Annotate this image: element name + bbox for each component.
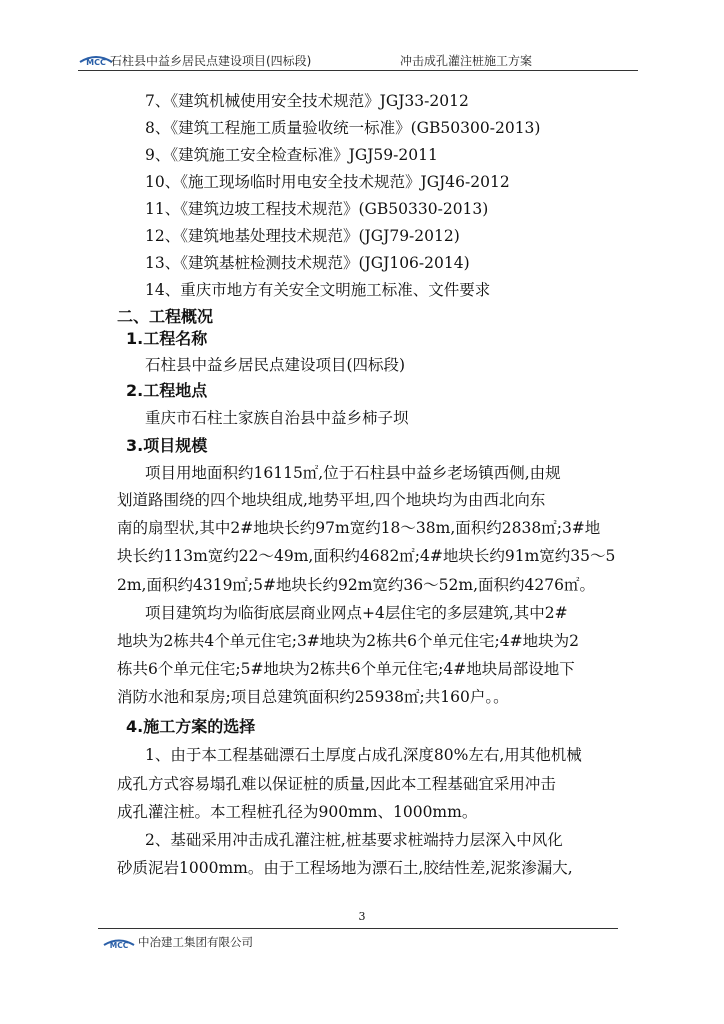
list-item: 12、《建筑地基处理技术规范》(JGJ79-2012) [145, 227, 460, 245]
page-header [78, 48, 638, 70]
paragraph-line: 项目用地面积约16115㎡,位于石柱县中益乡老场镇西侧,由规 [145, 464, 561, 482]
paragraph-line: 成孔灌注桩。本工程桩孔径为900mm、1000mm。 [117, 803, 478, 821]
header-project-title: 石柱县中益乡居民点建设项目(四标段) [110, 54, 312, 68]
paragraph-line: 南的扇型状,其中2#地块长约97m宽约18～38m,面积约2838㎡;3#地 [117, 519, 601, 537]
paragraph-line: 成孔方式容易塌孔难以保证桩的质量,因此本工程基础宜采用冲击 [117, 775, 556, 793]
location-text: 重庆市石柱土家族自治县中益乡柿子坝 [145, 409, 409, 427]
svg-text:MCC: MCC [86, 58, 106, 67]
paragraph-line: 2、基础采用冲击成孔灌注桩,桩基要求桩端持力层深入中风化 [145, 831, 563, 849]
paragraph-line: 栋共6个单元住宅;5#地块为2栋共6个单元住宅;4#地块局部设地下 [117, 660, 575, 678]
paragraph-line: 地块为2栋共4个单元住宅;3#地块为2栋共6个单元住宅;4#地块为2 [117, 632, 579, 650]
subsection-heading-project-name: 1.工程名称 [126, 329, 208, 348]
subsection-heading-scheme: 4.施工方案的选择 [126, 717, 256, 736]
list-item: 10、《施工现场临时用电安全技术规范》JGJ46-2012 [145, 173, 510, 191]
header-document-title: 冲击成孔灌注桩施工方案 [400, 54, 533, 68]
footer-company-name: 中冶建工集团有限公司 [138, 935, 253, 949]
list-item: 8、《建筑工程施工质量验收统一标准》(GB50300-2013) [145, 119, 541, 137]
list-item: 7、《建筑机械使用安全技术规范》JGJ33-2012 [145, 92, 469, 110]
svg-text:MCC: MCC [109, 941, 129, 950]
paragraph-line: 砂质泥岩1000mm。由于工程场地为漂石土,胶结性差,泥浆渗漏大, [117, 859, 573, 877]
list-item: 13、《建筑基桩检测技术规范》(JGJ106-2014) [145, 254, 470, 272]
paragraph-line: 1、由于本工程基础漂石土厚度占成孔深度80%左右,用其他机械 [145, 746, 582, 764]
subsection-heading-scale: 3.项目规模 [126, 436, 208, 455]
section-heading: 二、工程概况 [117, 307, 214, 326]
page-number: 3 [358, 910, 366, 923]
list-item: 14、重庆市地方有关安全文明施工标准、文件要求 [145, 281, 491, 299]
paragraph-line: 2m,面积约4319㎡;5#地块长约92m宽约36～52m,面积约4276㎡。 [117, 576, 595, 594]
mcc-logo-icon [78, 50, 114, 68]
list-item: 11、《建筑边坡工程技术规范》(GB50330-2013) [145, 200, 489, 218]
paragraph-line: 项目建筑均为临街底层商业网点+4层住宅的多层建筑,其中2# [145, 604, 568, 622]
subsection-heading-location: 2.工程地点 [126, 381, 208, 400]
header-divider [78, 70, 638, 71]
list-item: 9、《建筑施工安全检查标准》JGJ59-2011 [145, 146, 438, 164]
page-footer [98, 928, 618, 954]
paragraph-line: 划道路围绕的四个地块组成,地势平坦,四个地块均为由西北向东 [117, 491, 546, 509]
project-name-text: 石柱县中益乡居民点建设项目(四标段) [145, 356, 406, 374]
paragraph-line: 块长约113m宽约22～49m,面积约4682㎡;4#地块长约91m宽约35～5 [117, 547, 616, 565]
paragraph-line: 消防水池和泵房;项目总建筑面积约25938㎡;共160户。。 [117, 688, 509, 706]
mcc-logo-icon [102, 934, 136, 950]
footer-divider [98, 928, 618, 929]
